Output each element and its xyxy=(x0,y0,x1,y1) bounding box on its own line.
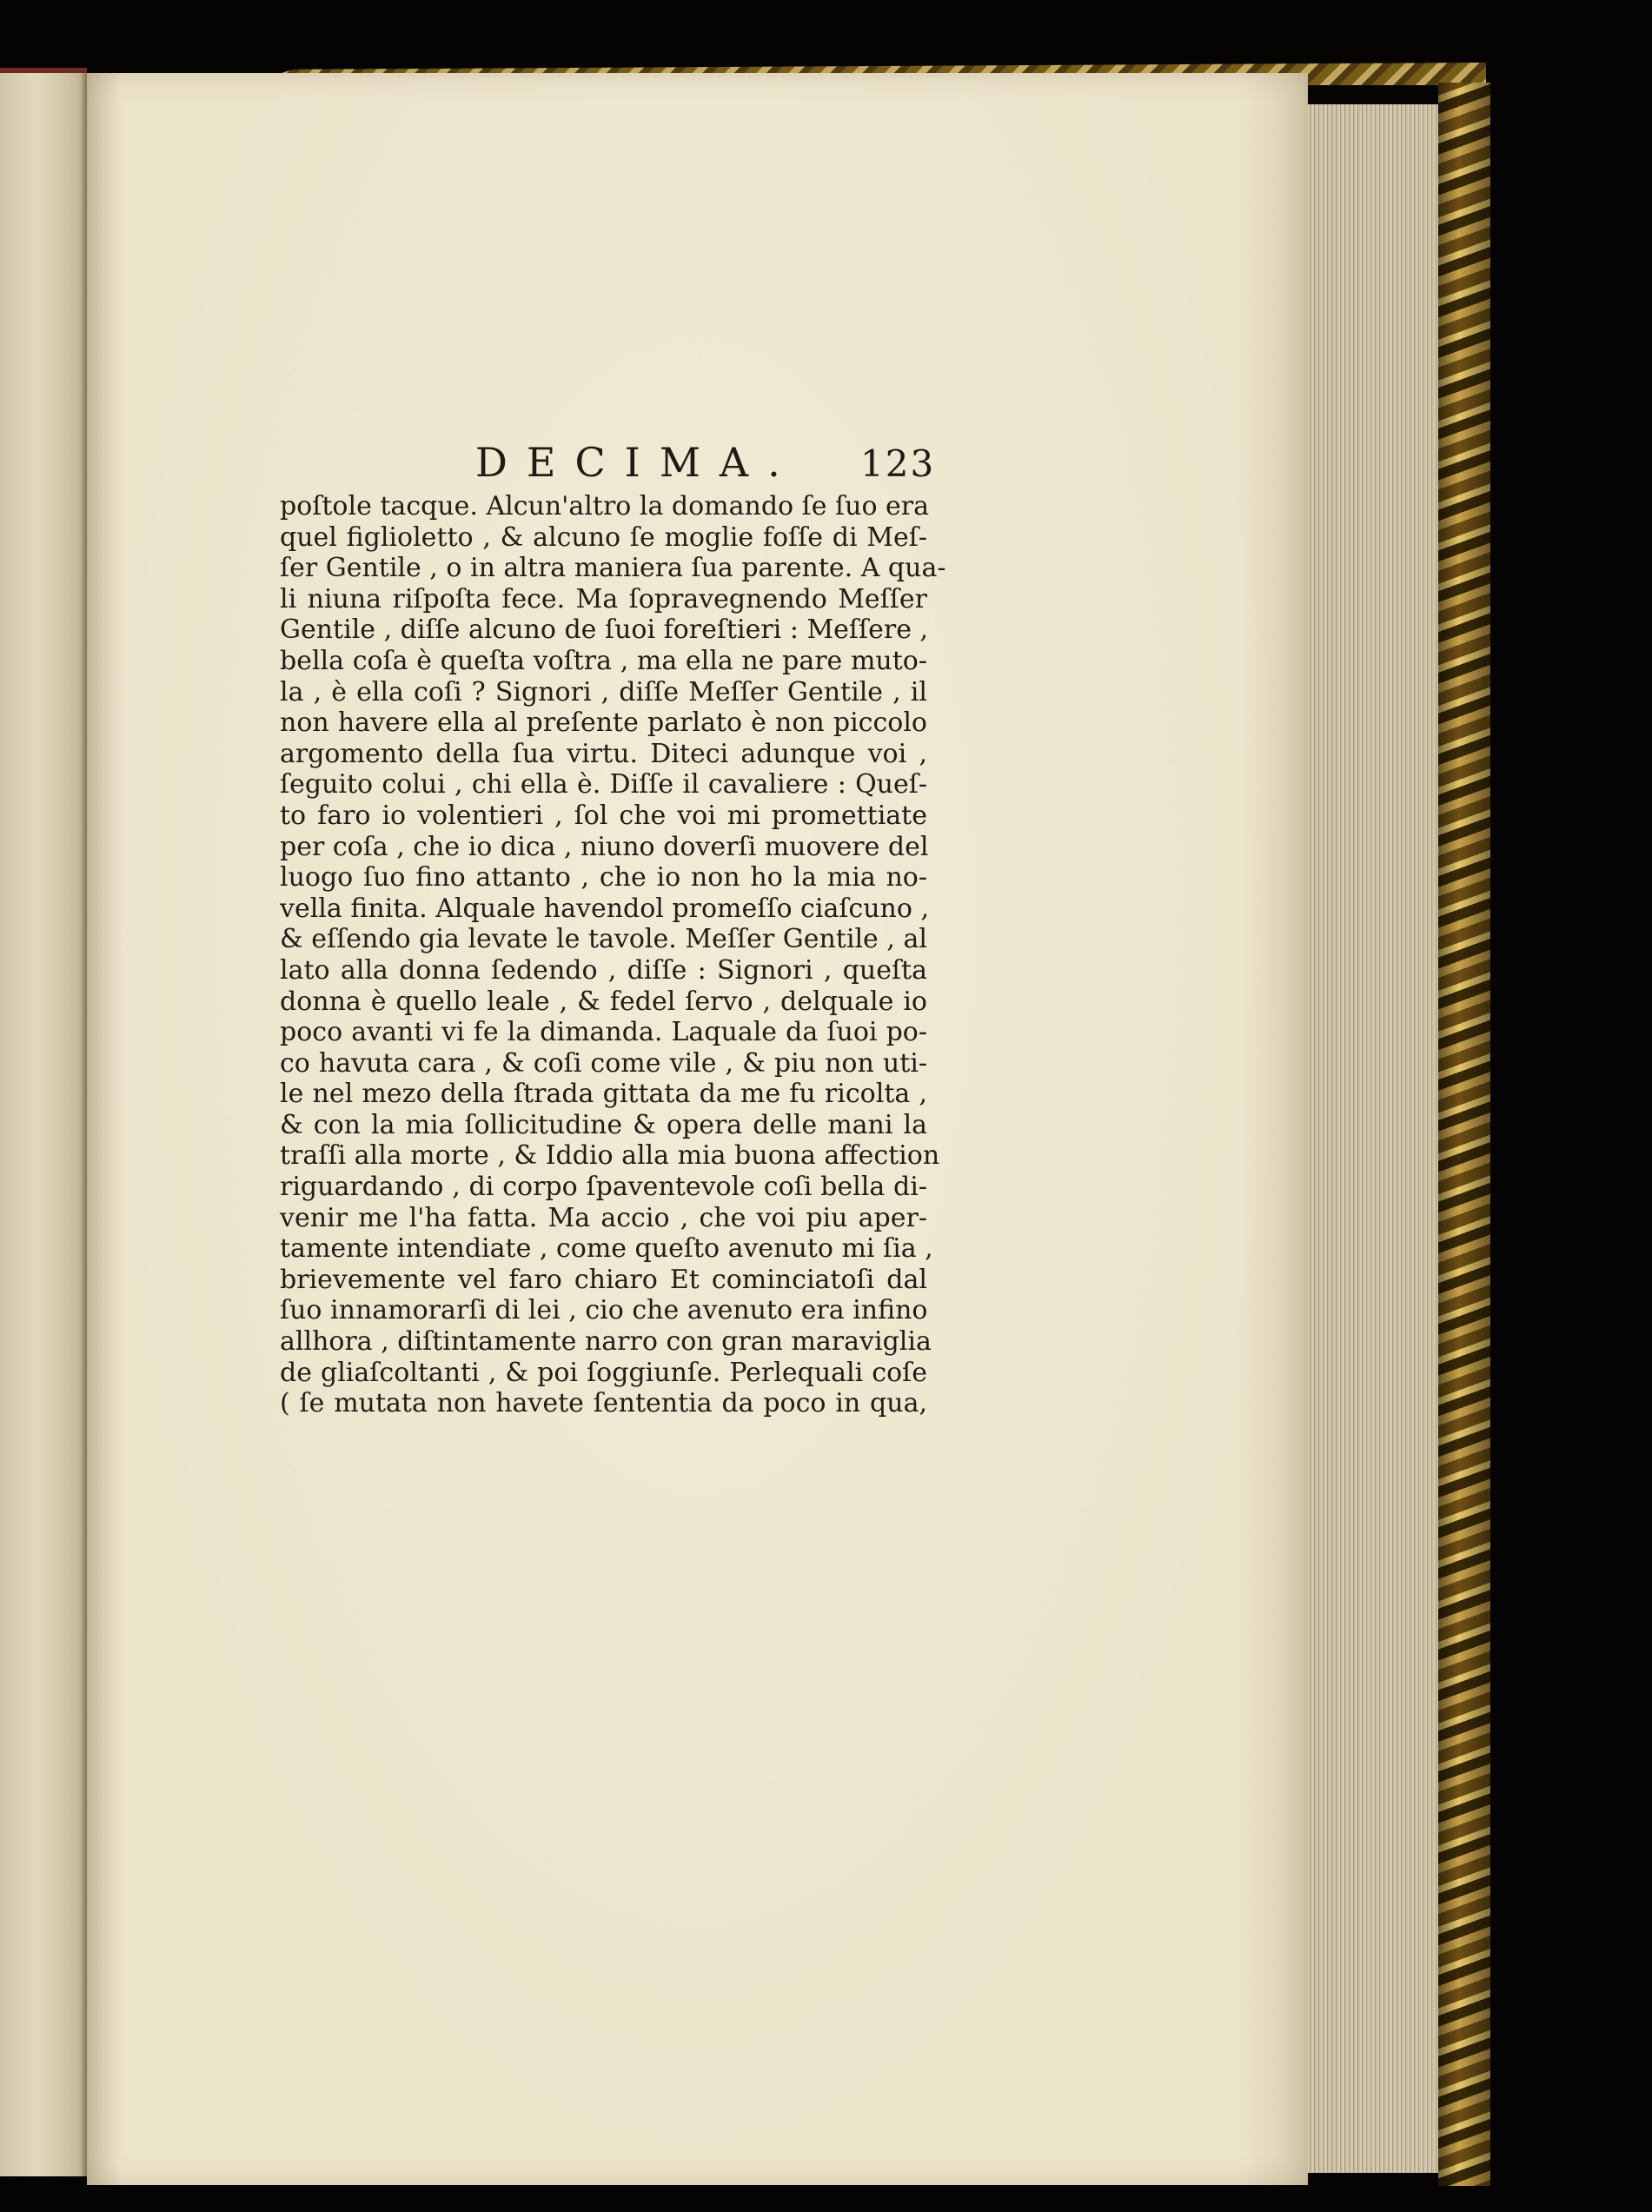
text-line: non havere ella al preſente parlato è non piccolo xyxy=(280,707,927,739)
text-line: per coſa , che io dica , niuno doverſi muovere del xyxy=(280,831,929,862)
text-line: allhora , diſtintamente narro con gran maraviglia xyxy=(280,1326,932,1358)
running-head xyxy=(269,439,936,491)
text-line: li niuna riſpoſta fece. Ma ſopravegnendo Meſſer xyxy=(280,583,927,614)
text-line: Gentile , diſſe alcuno de ſuoi foreſtieri : Meſſere , xyxy=(280,614,929,646)
text-line: traſſi alla morte , & Iddio alla mia buona affection xyxy=(280,1140,940,1172)
text-line: ſuo innamorarſi di lei , cio che avenuto era infino xyxy=(280,1295,928,1326)
text-line: poſtole tacque. Alcun'altro la domando ſe ſuo era xyxy=(280,491,930,521)
page-block-edges xyxy=(1308,104,1438,2173)
text-line: ſeguito colui , chi ella è. Diſſe il cavaliere : Queſ- xyxy=(280,769,927,800)
gilt-spine xyxy=(1438,83,1490,2186)
text-line: le nel mezo della ſtrada gittata da me fu ricolta , xyxy=(280,1079,927,1110)
facing-page-edge xyxy=(0,68,87,2176)
text-line: poco avanti vi fe la dimanda. Laquale da ſuoi po- xyxy=(280,1017,927,1048)
text-line: donna è quello leale , & fedel ſervo , delquale io xyxy=(280,986,927,1017)
text-line: lato alla donna ſedendo , diſſe : Signori , queſta xyxy=(280,954,927,986)
text-line: bella coſa è queſta voſtra , ma ella ne pare muto- xyxy=(280,645,927,676)
text-line: riguardando , di corpo ſpaventevole coſi bella di- xyxy=(280,1172,927,1203)
text-line: ( ſe mutata non havete ſententia da poco in qua, xyxy=(280,1388,927,1419)
text-line: to faro io volentieri , ſol che voi mi promettiate xyxy=(280,800,927,831)
text-line: brievemente vel faro chiaro Et cominciatoſi dal xyxy=(280,1264,927,1295)
body-text xyxy=(280,491,946,1419)
text-line: la , è ella coſi ? Signori , diſſe Meſſer Gentile , il xyxy=(280,676,927,707)
text-line: de gliaſcoltanti , & poi ſoggiunſe. Perlequali coſe xyxy=(280,1357,927,1388)
text-line: luogo ſuo fino attanto , che io non ho la mia no- xyxy=(280,862,927,893)
text-line: ſer Gentile , o in altra maniera ſua parente. A qua- xyxy=(280,553,946,584)
text-line: & eſſendo gia levate le tavole. Meſſer Gentile , al xyxy=(280,924,927,955)
text-line: quel figlioletto , & alcuno ſe moglie foſſe di Meſ- xyxy=(280,521,927,553)
text-line: argomento della ſua virtu. Diteci adunque voi , xyxy=(280,738,927,769)
text-line: venir me l'ha fatta. Ma accio , che voi piu aper- xyxy=(280,1202,927,1233)
text-line: tamente intendiate , come queſto avenuto mi ſia , xyxy=(280,1233,933,1265)
text-line: vella finita. Alquale havendol promeſſo ciaſcuno , xyxy=(280,893,930,924)
running-title: DECIMA. xyxy=(475,439,799,486)
text-line: co havuta cara , & coſi come vile , & piu non uti- xyxy=(280,1047,927,1079)
page-number: 123 xyxy=(860,442,936,485)
text-line: & con la mia ſollicitudine & opera delle mani la xyxy=(280,1109,927,1140)
